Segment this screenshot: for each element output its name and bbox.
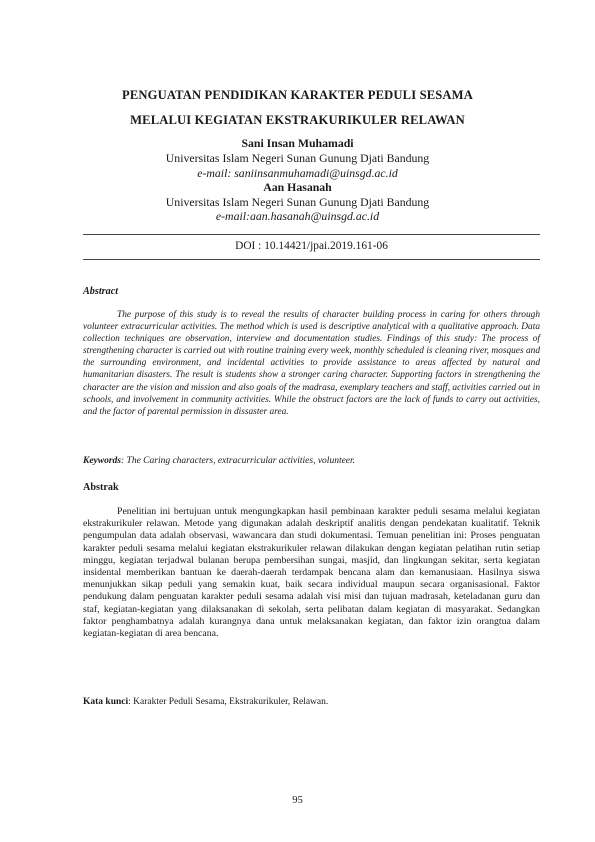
author-affiliation-2: Universitas Islam Negeri Sunan Gunung Djati Bandung [165,195,430,209]
abstract-en-heading: Abstract [83,286,119,297]
author-name-1: Sani Insan Muhamadi [241,136,354,150]
keywords-id [83,696,543,708]
keywords-id-values: : Karakter Peduli Sesama, Ekstrakurikuler, Relawan. [128,697,329,707]
doi-bottom-rule [83,259,540,260]
author-name-2: Aan Hasanah [263,180,332,194]
abstract-id-body: Penelitian ini bertujuan untuk mengungkapkan hasil pembinaan karakter peduli sesama melalui kegiatan ekstrakurikuler relawan. Metode yang digunakan adalah deskriptif analitis dengan pendekatan kualitatif. Teknik pengumpulan data adalah observasi, wawancara dan studi dokumentasi. Temuan penelitian ini: Proses penguatan karakter peduli sesama melalui kegiatan ekstrakurikuler relawan dilakukan dengan kegiatan pelatihan rutin setiap minggu, kegiatan terjadwal bulanan berupa pembersihan sungai, masjid, dan lingkungan sekitar, serta kegiatan insidental memberikan bantuan ke daerah-daerah terdampak bencana alam dan kemanusiaan. Hasilnya siswa menunjukkan sikap peduli yang semakin kuat, baik secara individual maupun secara organisasional. Faktor pendukung dalam penguatan karakter peduli sesama adalah visi misi dan tujuan madrasah, keteladanan guru dan staf, kegiatan-kegiatan yang dilaksanakan di sekolah, serta pelibatan dalam kegiatan di masyarakat. Sedangkan faktor penghambatnya adalah kurangnya dana untuk melaksanakan kegiatan, dan faktor izin orangtua dalam kegiatan-kegiatan di area bencana. [83,506,540,640]
page-number: 95 [292,795,303,806]
author-email-1: e-mail: saniinsanmuhamadi@uinsgd.ac.id [197,166,398,180]
keywords-id-label: Kata kunci [83,697,129,707]
doi-text: DOI : 10.14421/jpai.2019.161-06 [235,240,388,252]
doi-top-rule [83,234,540,235]
author-email-2: e-mail:aan.hasanah@uinsgd.ac.id [215,209,380,223]
paper-title-line-2: MELALUI KEGIATAN EKSTRAKURIKULER RELAWAN [130,113,465,127]
author-affiliation-1: Universitas Islam Negeri Sunan Gunung Djati Bandung [165,151,430,165]
abstract-id-heading: Abstrak [83,482,119,493]
abstract-en-body: The purpose of this study is to reveal the results of character building process in caring for others through volunteer extracurricular activities. The method which is used is descriptive analytical with a qualitative approach. Data collection techniques are observation, interview and documentation studies. Findings of this study: The process of strengthening character is carried out with routine training every week, monthly scheduled is cleaning river, mosques and the surrounding environment, and incidental activities to provide assistance to areas affected by natural and humanitarian disasters. The result is students show a stronger caring character. Supporting factors in strengthening the character are the vision and mission and also goals of the madrasa, exemplary teachers and staff, activities carried out in schools, and involvement in community activities. While the obstruct factors are the lack of funds to carry out activities, and the factor of parental permission in dissaster area. [83,310,540,417]
keywords-en-label: Keywords [83,456,121,466]
paper-title-line-1: PENGUATAN PENDIDIKAN KARAKTER PEDULI SESAMA [122,88,473,102]
keywords-en [83,455,543,467]
keywords-en-values: : The Caring characters, extracurricular activities, volunteer. [121,456,356,466]
